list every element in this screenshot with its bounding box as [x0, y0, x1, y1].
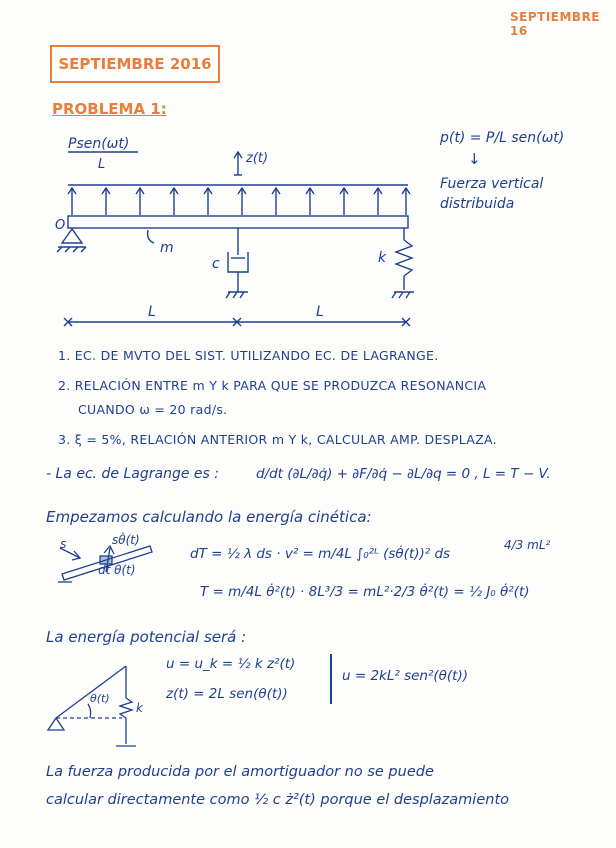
potential-theta-label: θ(t) — [90, 692, 110, 705]
sketch-s-label: s — [60, 537, 67, 551]
T-equation: T = m/4L θ̇²(t) · 8L³/3 = mL²·2/3 θ̇²(t) = ½ J₀ θ̇²(t) — [200, 584, 530, 600]
down-arrow-icon: ↓ — [468, 150, 481, 168]
lagrange-intro: - La ec. de Lagrange es : — [46, 466, 219, 482]
point-o-label: O — [55, 218, 66, 233]
z-definition: z(t) = 2L sen(θ(t)) — [166, 686, 288, 702]
lagrange-equation: d/dt (∂L/∂q̇) + ∂F/∂q̇ − ∂L/∂q = 0 , L = T − V. — [256, 466, 551, 482]
mass-label: m — [160, 240, 174, 256]
u-result: u = 2kL² sen²(θ(t)) — [342, 668, 469, 684]
task-2-cont: CUANDO ω = 20 rad/s. — [78, 402, 228, 417]
sketch-theta-label: dt θ(t) — [98, 563, 136, 577]
load-equation: p(t) = P/L sen(ωt) — [440, 130, 565, 146]
task-3: 3. ξ = 5%, RELACIÓN ANTERIOR m Y k, CALCULAR AMP. DESPLAZA. — [58, 432, 497, 447]
load-desc-line1: Fuerza vertical — [440, 176, 544, 192]
kinetic-intro: Empezamos calculando la energía cinética: — [46, 508, 372, 526]
task-2: 2. RELACIÓN ENTRE m Y k PARA QUE SE PRODUZCA RESONANCIA — [58, 378, 487, 393]
corner-note: SEPTIEMBRE 16 — [510, 10, 601, 38]
potential-k-label: k — [136, 701, 143, 715]
problem-label: PROBLEMA 1: — [52, 100, 167, 118]
load-numerator: Psen(ωt) — [68, 136, 130, 152]
spring-label: k — [378, 250, 387, 266]
sketch-sdot-label: sθ̇(t) — [112, 533, 140, 547]
damper-note-line2: calcular directamente como ½ c ż²(t) porque el desplazamiento — [46, 792, 510, 808]
dT-equation: dT = ½ λ ds · v² = m/4L ∫₀²ᴸ (sθ̇(t))² ds — [190, 546, 451, 562]
z-label: z(t) — [246, 151, 269, 166]
inertia-note: 4/3 mL² — [504, 538, 551, 552]
u-definition: u = u_k = ½ k z²(t) — [166, 656, 296, 672]
span-left-label: L — [148, 304, 156, 320]
potential-intro: La energía potencial será : — [46, 628, 247, 646]
page-title: SEPTIEMBRE 2016 — [58, 55, 212, 73]
load-desc-line2: distribuida — [440, 196, 515, 212]
span-right-label: L — [316, 304, 324, 320]
load-denominator: L — [98, 157, 106, 172]
task-1: 1. EC. DE MVTO DEL SIST. UTILIZANDO EC. DE LAGRANGE. — [58, 348, 439, 363]
damper-label: c — [212, 256, 220, 272]
damper-note-line1: La fuerza producida por el amortiguador no se puede — [46, 764, 434, 780]
